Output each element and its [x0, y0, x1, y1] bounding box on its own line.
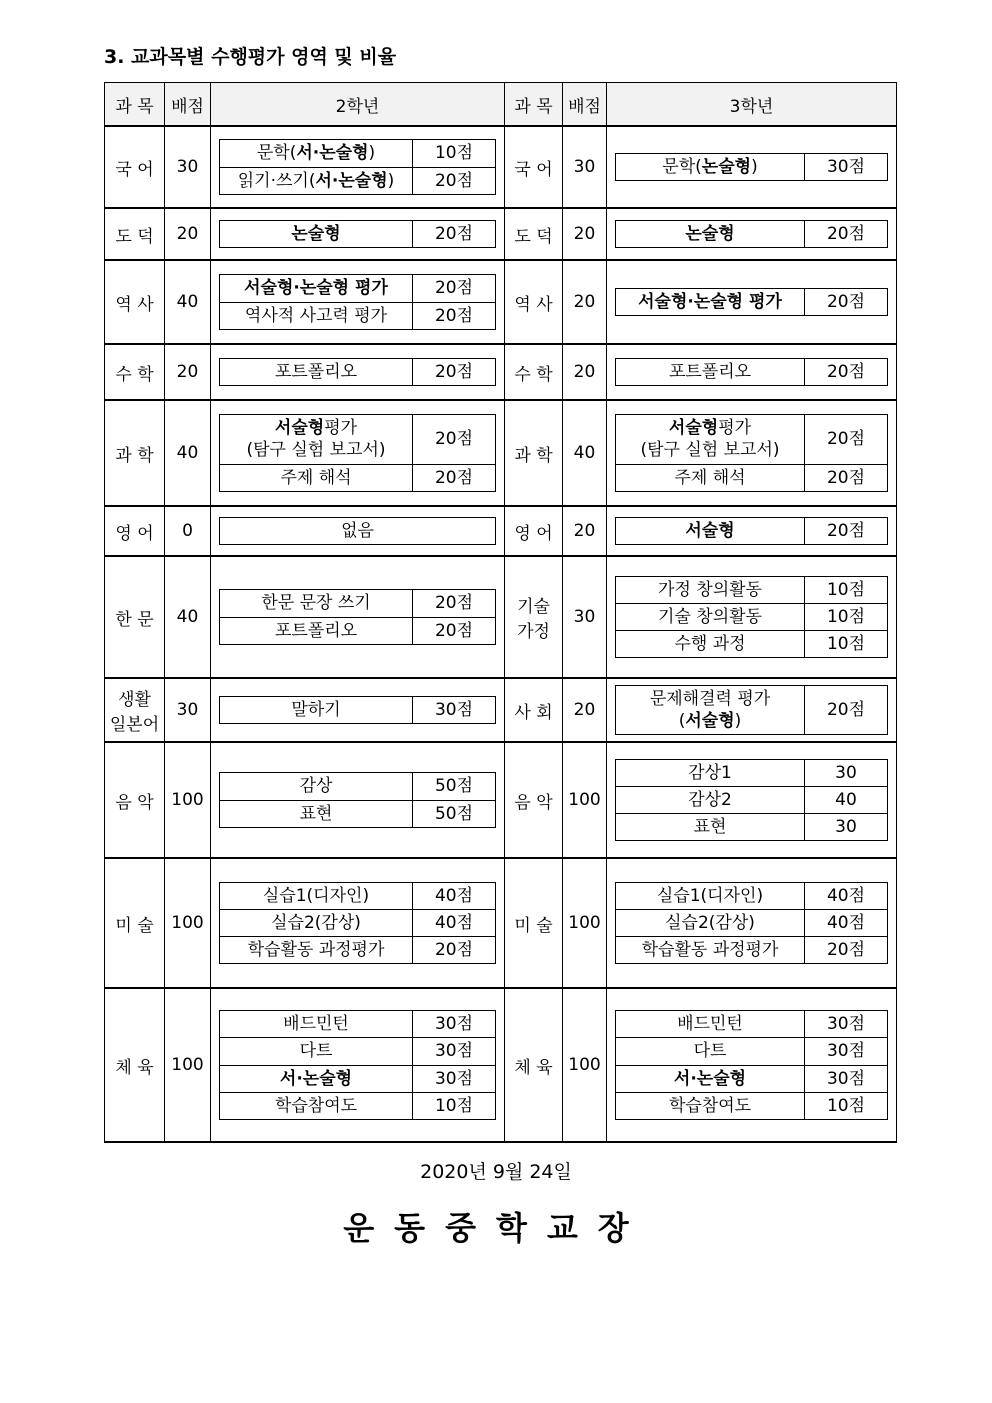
area-score: 40점 — [413, 909, 496, 936]
area-name — [616, 220, 805, 247]
text: 실습1(디자인) — [262, 885, 370, 906]
subject-cell: 도 덕 — [505, 208, 563, 260]
inner-table — [219, 220, 496, 248]
inner-table — [615, 882, 888, 964]
area-item — [220, 167, 496, 194]
area-score: 10점 — [805, 631, 888, 658]
area-score: 30점 — [413, 696, 496, 723]
area-name — [616, 1065, 805, 1092]
subject-cell: 미 술 — [105, 858, 165, 988]
points-cell: 30 — [563, 556, 607, 678]
text: 읽기·쓰기( — [237, 170, 316, 191]
area-score: 20점 — [413, 617, 496, 644]
inner-table — [615, 153, 888, 181]
area-name — [616, 786, 805, 813]
points-cell: 30 — [563, 126, 607, 208]
header-grade3: 3학년 — [607, 83, 897, 127]
points-cell: 40 — [165, 556, 211, 678]
area-name — [220, 220, 413, 247]
grade2-area-cell — [211, 556, 505, 678]
area-item — [616, 220, 888, 247]
subject-row — [105, 208, 897, 260]
text: 표현 — [299, 803, 333, 824]
text: 실습2(감상) — [665, 912, 755, 933]
area-item — [220, 415, 496, 464]
text: 배드민턴 — [677, 1014, 743, 1035]
subject-cell: 체 육 — [505, 988, 563, 1142]
subject-cell: 역 사 — [505, 260, 563, 344]
area-name — [616, 882, 805, 909]
area-name — [220, 167, 413, 194]
bold-text: 서술형 — [685, 711, 735, 731]
area-item — [616, 759, 888, 786]
inner-table — [219, 517, 496, 545]
inner-table — [615, 414, 888, 491]
area-item — [616, 786, 888, 813]
text: 학습참여도 — [274, 1095, 358, 1116]
area-item — [220, 773, 496, 800]
area-score: 20점 — [413, 220, 496, 247]
area-item — [220, 517, 496, 544]
bold-text: 논술형 — [291, 223, 341, 244]
area-score: 10점 — [413, 140, 496, 167]
subject-row — [105, 344, 897, 400]
text: 학습활동 과정평가 — [247, 940, 385, 961]
header-points: 배점 — [165, 83, 211, 127]
area-name — [616, 937, 805, 964]
area-item — [220, 909, 496, 936]
area-name — [616, 153, 805, 180]
subject-cell: 한 문 — [105, 556, 165, 678]
area-score: 20점 — [805, 358, 888, 385]
area-score: 40점 — [805, 882, 888, 909]
area-score: 10점 — [805, 603, 888, 630]
area-item — [616, 1011, 888, 1038]
subject-cell: 기술 가정 — [505, 556, 563, 678]
area-score: 40 — [805, 786, 888, 813]
header-subject: 과 목 — [105, 83, 165, 127]
points-cell: 20 — [563, 678, 607, 742]
text: 실습1(디자인) — [656, 885, 764, 906]
subject-cell: 역 사 — [105, 260, 165, 344]
header-grade2: 2학년 — [211, 83, 505, 127]
text: (탐구 실험 보고서) — [246, 440, 386, 461]
text: 감상 — [299, 776, 333, 797]
area-item — [616, 1092, 888, 1119]
area-name — [220, 1092, 413, 1119]
area-item — [616, 517, 888, 544]
area-score: 20점 — [413, 590, 496, 617]
area-name — [616, 358, 805, 385]
area-name — [616, 517, 805, 544]
points-cell: 100 — [165, 988, 211, 1142]
area-item — [220, 937, 496, 964]
area-item — [220, 140, 496, 167]
area-item — [616, 464, 888, 491]
area-score: 30점 — [805, 1065, 888, 1092]
subject-cell: 도 덕 — [105, 208, 165, 260]
area-item — [220, 1038, 496, 1065]
area-score: 40점 — [413, 882, 496, 909]
area-score: 30점 — [413, 1065, 496, 1092]
grade2-area-cell — [211, 126, 505, 208]
points-cell: 100 — [563, 858, 607, 988]
area-name — [220, 140, 413, 167]
grade3-area-cell — [607, 742, 897, 858]
area-item — [220, 220, 496, 247]
points-cell: 0 — [165, 506, 211, 556]
grade3-area-cell — [607, 678, 897, 742]
grade2-area-cell — [211, 260, 505, 344]
text: 배드민턴 — [283, 1014, 349, 1035]
grade3-area-cell — [607, 260, 897, 344]
area-score: 20점 — [805, 415, 888, 464]
inner-table — [615, 358, 888, 386]
area-score: 30 — [805, 814, 888, 841]
grade2-area-cell — [211, 400, 505, 506]
area-name — [616, 288, 805, 315]
area-item — [616, 415, 888, 464]
area-item — [616, 576, 888, 603]
grade2-area-cell — [211, 988, 505, 1142]
bold-text: 서·논술형 — [315, 170, 388, 191]
subject-cell: 수 학 — [505, 344, 563, 400]
area-item — [220, 696, 496, 723]
area-name — [616, 631, 805, 658]
points-cell: 20 — [165, 344, 211, 400]
area-score: 20점 — [805, 685, 888, 734]
area-score: 10점 — [413, 1092, 496, 1119]
header-subject: 과 목 — [505, 83, 563, 127]
text: 학습활동 과정평가 — [641, 940, 779, 961]
bold-text: 서술형·논술형 평가 — [638, 291, 782, 312]
subject-row — [105, 260, 897, 344]
area-name — [220, 590, 413, 617]
grade3-area-cell — [607, 506, 897, 556]
points-cell: 40 — [563, 400, 607, 506]
subject-row — [105, 126, 897, 208]
area-name — [220, 275, 413, 302]
text: ) — [751, 156, 758, 177]
subject-cell: 체 육 — [105, 988, 165, 1142]
inner-table — [219, 414, 496, 491]
area-item — [616, 909, 888, 936]
document-date: 2020년 9월 24일 — [420, 1161, 572, 1183]
area-name — [220, 617, 413, 644]
area-name — [616, 1038, 805, 1065]
inner-table — [219, 772, 496, 827]
bold-text: 논술형 — [685, 223, 735, 244]
area-name — [220, 773, 413, 800]
area-item — [220, 358, 496, 385]
area-item — [220, 617, 496, 644]
grade3-area-cell — [607, 126, 897, 208]
area-score: 20점 — [805, 464, 888, 491]
subject-row — [105, 400, 897, 506]
principal-signature: 운동중학교장 — [343, 1209, 649, 1247]
area-name — [220, 1011, 413, 1038]
inner-table — [219, 139, 496, 194]
area-name — [220, 415, 413, 464]
inner-table — [615, 288, 888, 316]
subject-row — [105, 506, 897, 556]
area-name — [220, 696, 413, 723]
area-name — [616, 759, 805, 786]
area-score: 20점 — [413, 358, 496, 385]
text: 평가 — [324, 418, 358, 439]
inner-table — [615, 1010, 888, 1119]
area-score: 30점 — [805, 1038, 888, 1065]
subject-row — [105, 858, 897, 988]
bold-text: 서술형 — [685, 520, 735, 541]
text: 가정 창의활동 — [658, 579, 762, 600]
text: ( — [678, 711, 686, 731]
grade2-area-cell — [211, 742, 505, 858]
inner-table — [219, 696, 496, 724]
inner-table — [219, 882, 496, 964]
area-item — [616, 603, 888, 630]
grade3-area-cell — [607, 556, 897, 678]
area-name — [616, 415, 805, 464]
area-item — [616, 1038, 888, 1065]
area-score: 20점 — [413, 302, 496, 329]
points-cell: 40 — [165, 400, 211, 506]
text: ) — [734, 711, 742, 731]
grade3-area-cell — [607, 400, 897, 506]
points-cell: 100 — [165, 858, 211, 988]
area-name — [220, 1038, 413, 1065]
grade2-area-cell — [211, 858, 505, 988]
area-name — [220, 302, 413, 329]
area-item — [616, 1065, 888, 1092]
points-cell: 100 — [563, 742, 607, 858]
bold-text: 논술형 — [701, 156, 752, 177]
text: ) — [387, 170, 395, 191]
area-name — [616, 909, 805, 936]
points-cell: 30 — [165, 678, 211, 742]
text: 포트폴리오 — [274, 361, 358, 382]
points-cell: 20 — [563, 506, 607, 556]
area-score: 20점 — [413, 167, 496, 194]
area-item — [616, 153, 888, 180]
area-item — [220, 800, 496, 827]
points-cell: 20 — [563, 260, 607, 344]
area-item — [616, 882, 888, 909]
header-points: 배점 — [563, 83, 607, 127]
area-name — [616, 576, 805, 603]
text: 말하기 — [291, 699, 341, 720]
area-name — [616, 1092, 805, 1119]
grade2-area-cell — [211, 344, 505, 400]
text: (탐구 실험 보고서) — [640, 440, 780, 461]
text: 실습2(감상) — [271, 912, 361, 933]
points-cell: 100 — [563, 988, 607, 1142]
inner-table — [219, 358, 496, 386]
area-item — [220, 275, 496, 302]
subject-cell: 국 어 — [505, 126, 563, 208]
inner-table — [219, 1010, 496, 1119]
text: 문학( — [662, 156, 702, 177]
text: 문제해결력 평가 — [649, 688, 771, 709]
section-heading: 3. 교과목별 수행평가 영역 및 비율 — [104, 46, 397, 68]
subject-row — [105, 742, 897, 858]
points-cell: 20 — [563, 344, 607, 400]
inner-table — [219, 274, 496, 329]
grade2-area-cell — [211, 678, 505, 742]
area-name — [220, 358, 413, 385]
text: 포트폴리오 — [274, 620, 358, 641]
area-score: 10점 — [805, 1092, 888, 1119]
area-score: 20점 — [413, 937, 496, 964]
area-score: 20점 — [413, 275, 496, 302]
inner-table — [615, 576, 888, 658]
text: 감상1 — [688, 762, 732, 783]
area-name — [220, 909, 413, 936]
inner-table — [219, 589, 496, 644]
grade3-area-cell — [607, 344, 897, 400]
area-score: 50점 — [413, 800, 496, 827]
subject-cell: 음 악 — [505, 742, 563, 858]
text: 없음 — [341, 520, 374, 541]
area-item — [616, 288, 888, 315]
points-cell: 30 — [165, 126, 211, 208]
area-item — [616, 685, 888, 734]
text: 포트폴리오 — [668, 361, 752, 382]
area-item — [616, 937, 888, 964]
points-cell: 100 — [165, 742, 211, 858]
text: 감상2 — [688, 789, 732, 810]
text: 문학( — [256, 143, 297, 164]
area-score: 20점 — [805, 220, 888, 247]
header-row — [105, 83, 897, 127]
area-item — [616, 631, 888, 658]
area-name — [616, 814, 805, 841]
points-cell: 20 — [563, 208, 607, 260]
area-name — [616, 464, 805, 491]
subject-cell: 국 어 — [105, 126, 165, 208]
area-item — [220, 1011, 496, 1038]
inner-table — [615, 220, 888, 248]
text: ) — [368, 143, 376, 164]
area-score: 20점 — [413, 464, 496, 491]
text: 한문 문장 쓰기 — [261, 593, 371, 614]
points-cell: 40 — [165, 260, 211, 344]
text: 평가 — [718, 418, 752, 439]
area-name — [220, 517, 496, 544]
text: 수행 과정 — [674, 634, 746, 655]
subject-cell: 영 어 — [505, 506, 563, 556]
text: 표현 — [693, 817, 727, 838]
subject-row — [105, 988, 897, 1142]
area-name — [220, 464, 413, 491]
area-score: 10점 — [805, 576, 888, 603]
area-score: 20점 — [805, 288, 888, 315]
bold-text: 서·논술형 — [296, 143, 369, 164]
area-item — [220, 1092, 496, 1119]
area-item — [220, 302, 496, 329]
area-score: 40점 — [805, 909, 888, 936]
grade2-area-cell — [211, 506, 505, 556]
subject-row — [105, 556, 897, 678]
area-item — [220, 590, 496, 617]
subject-cell: 영 어 — [105, 506, 165, 556]
area-name — [616, 1011, 805, 1038]
area-name — [220, 1065, 413, 1092]
area-name — [616, 603, 805, 630]
area-score: 30점 — [805, 153, 888, 180]
area-score: 30점 — [805, 1011, 888, 1038]
area-item — [220, 464, 496, 491]
text: 주제 해석 — [674, 467, 746, 488]
area-score: 20점 — [805, 937, 888, 964]
grade2-area-cell — [211, 208, 505, 260]
area-name — [220, 800, 413, 827]
area-name — [616, 685, 805, 734]
subject-cell: 수 학 — [105, 344, 165, 400]
inner-table — [615, 517, 888, 545]
bold-text: 서술형 — [274, 418, 325, 439]
grade3-area-cell — [607, 988, 897, 1142]
text: 다트 — [299, 1041, 333, 1062]
area-item — [220, 1065, 496, 1092]
grade3-area-cell — [607, 858, 897, 988]
area-name — [220, 937, 413, 964]
area-item — [616, 358, 888, 385]
grade3-area-cell — [607, 208, 897, 260]
inner-table — [615, 685, 888, 735]
subject-cell: 사 회 — [505, 678, 563, 742]
bold-text: 서술형·논술형 평가 — [244, 278, 388, 299]
inner-table — [615, 759, 888, 841]
subject-cell: 과 학 — [105, 400, 165, 506]
bold-text: 서술형 — [668, 418, 719, 439]
bold-text: 서·논술형 — [673, 1068, 747, 1089]
subject-cell: 음 악 — [105, 742, 165, 858]
text: 다트 — [693, 1041, 727, 1062]
subject-cell: 과 학 — [505, 400, 563, 506]
area-item — [220, 882, 496, 909]
text: 학습참여도 — [668, 1095, 752, 1116]
subject-row — [105, 678, 897, 742]
text: 기술 창의활동 — [658, 606, 762, 627]
points-cell: 20 — [165, 208, 211, 260]
subject-cell: 미 술 — [505, 858, 563, 988]
text: 역사적 사고력 평가 — [244, 305, 388, 326]
area-name — [220, 882, 413, 909]
subject-cell: 생활 일본어 — [105, 678, 165, 742]
text: 주제 해석 — [280, 467, 352, 488]
area-item — [616, 814, 888, 841]
bold-text: 서·논술형 — [279, 1068, 353, 1089]
area-score: 50점 — [413, 773, 496, 800]
area-score: 20점 — [413, 415, 496, 464]
area-score: 20점 — [805, 517, 888, 544]
area-score: 30점 — [413, 1038, 496, 1065]
area-score: 30점 — [413, 1011, 496, 1038]
assessment-table — [104, 82, 897, 1143]
area-score: 30 — [805, 759, 888, 786]
